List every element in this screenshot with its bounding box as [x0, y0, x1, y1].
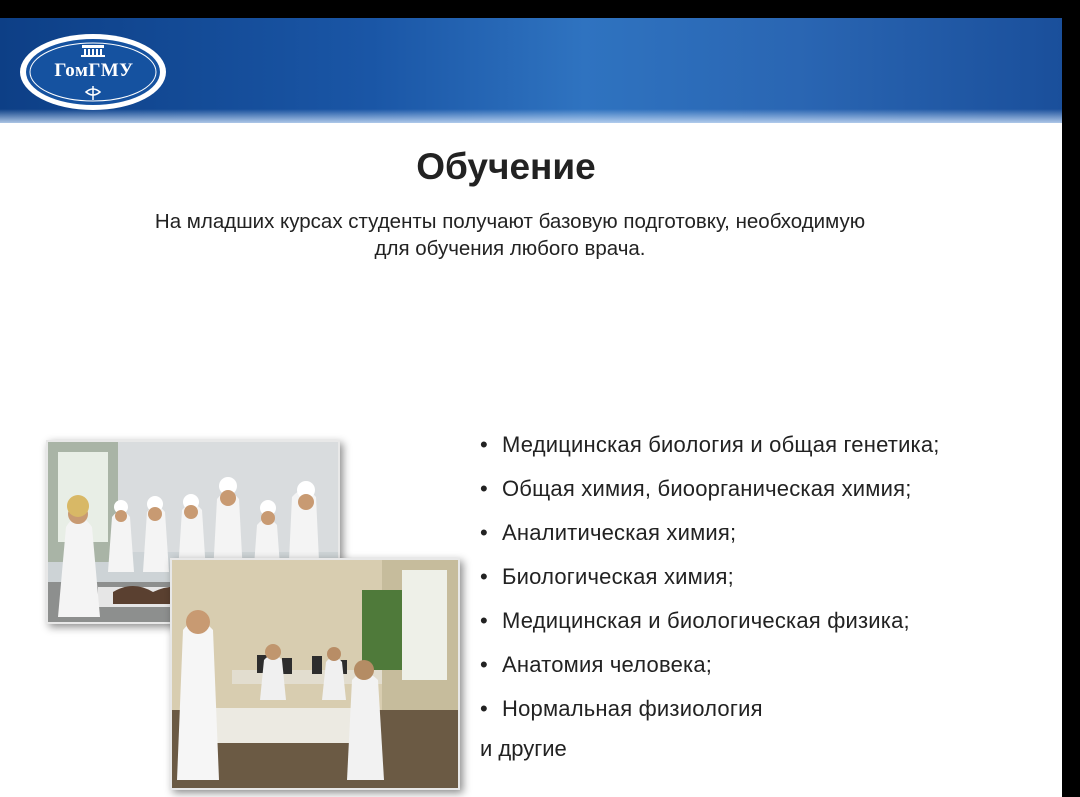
subject-list	[480, 423, 940, 731]
list-item	[480, 555, 940, 599]
photo-laboratory-class	[170, 558, 460, 790]
logo-text: ГомГМУ	[54, 60, 134, 81]
slide	[0, 18, 1062, 797]
list-item-text: Общая химия, биоорганическая химия;	[502, 476, 912, 501]
list-item-text: Анатомия человека;	[502, 652, 713, 677]
bullet-icon: •	[480, 608, 488, 633]
list-item-text: Медицинская и биологическая физика;	[502, 608, 910, 633]
list-item	[480, 687, 940, 731]
list-item-text: Аналитическая химия;	[502, 520, 737, 545]
bullet-icon: •	[480, 564, 488, 589]
bullet-icon: •	[480, 476, 488, 501]
list-item-text: Нормальная физиология	[502, 696, 763, 721]
slide-title: Обучение	[416, 146, 596, 187]
list-item	[480, 423, 940, 467]
list-item-text: Медицинская биология и общая генетика;	[502, 432, 940, 457]
subtitle-line-1: На младших курсах студенты получают базовую подготовку, необходимую	[154, 210, 866, 233]
list-item	[480, 511, 940, 555]
bullet-icon: •	[480, 696, 488, 721]
slide-subtitle	[70, 208, 950, 262]
subtitle-line-2: для обучения любого врача.	[374, 237, 646, 260]
list-item-text: Биологическая химия;	[502, 564, 734, 589]
bullet-icon: •	[480, 652, 488, 677]
list-item	[480, 643, 940, 687]
others-text: и другие	[480, 736, 567, 761]
list-item	[480, 599, 940, 643]
bullet-icon: •	[480, 520, 488, 545]
list-item	[480, 467, 940, 511]
bullet-icon: •	[480, 432, 488, 457]
